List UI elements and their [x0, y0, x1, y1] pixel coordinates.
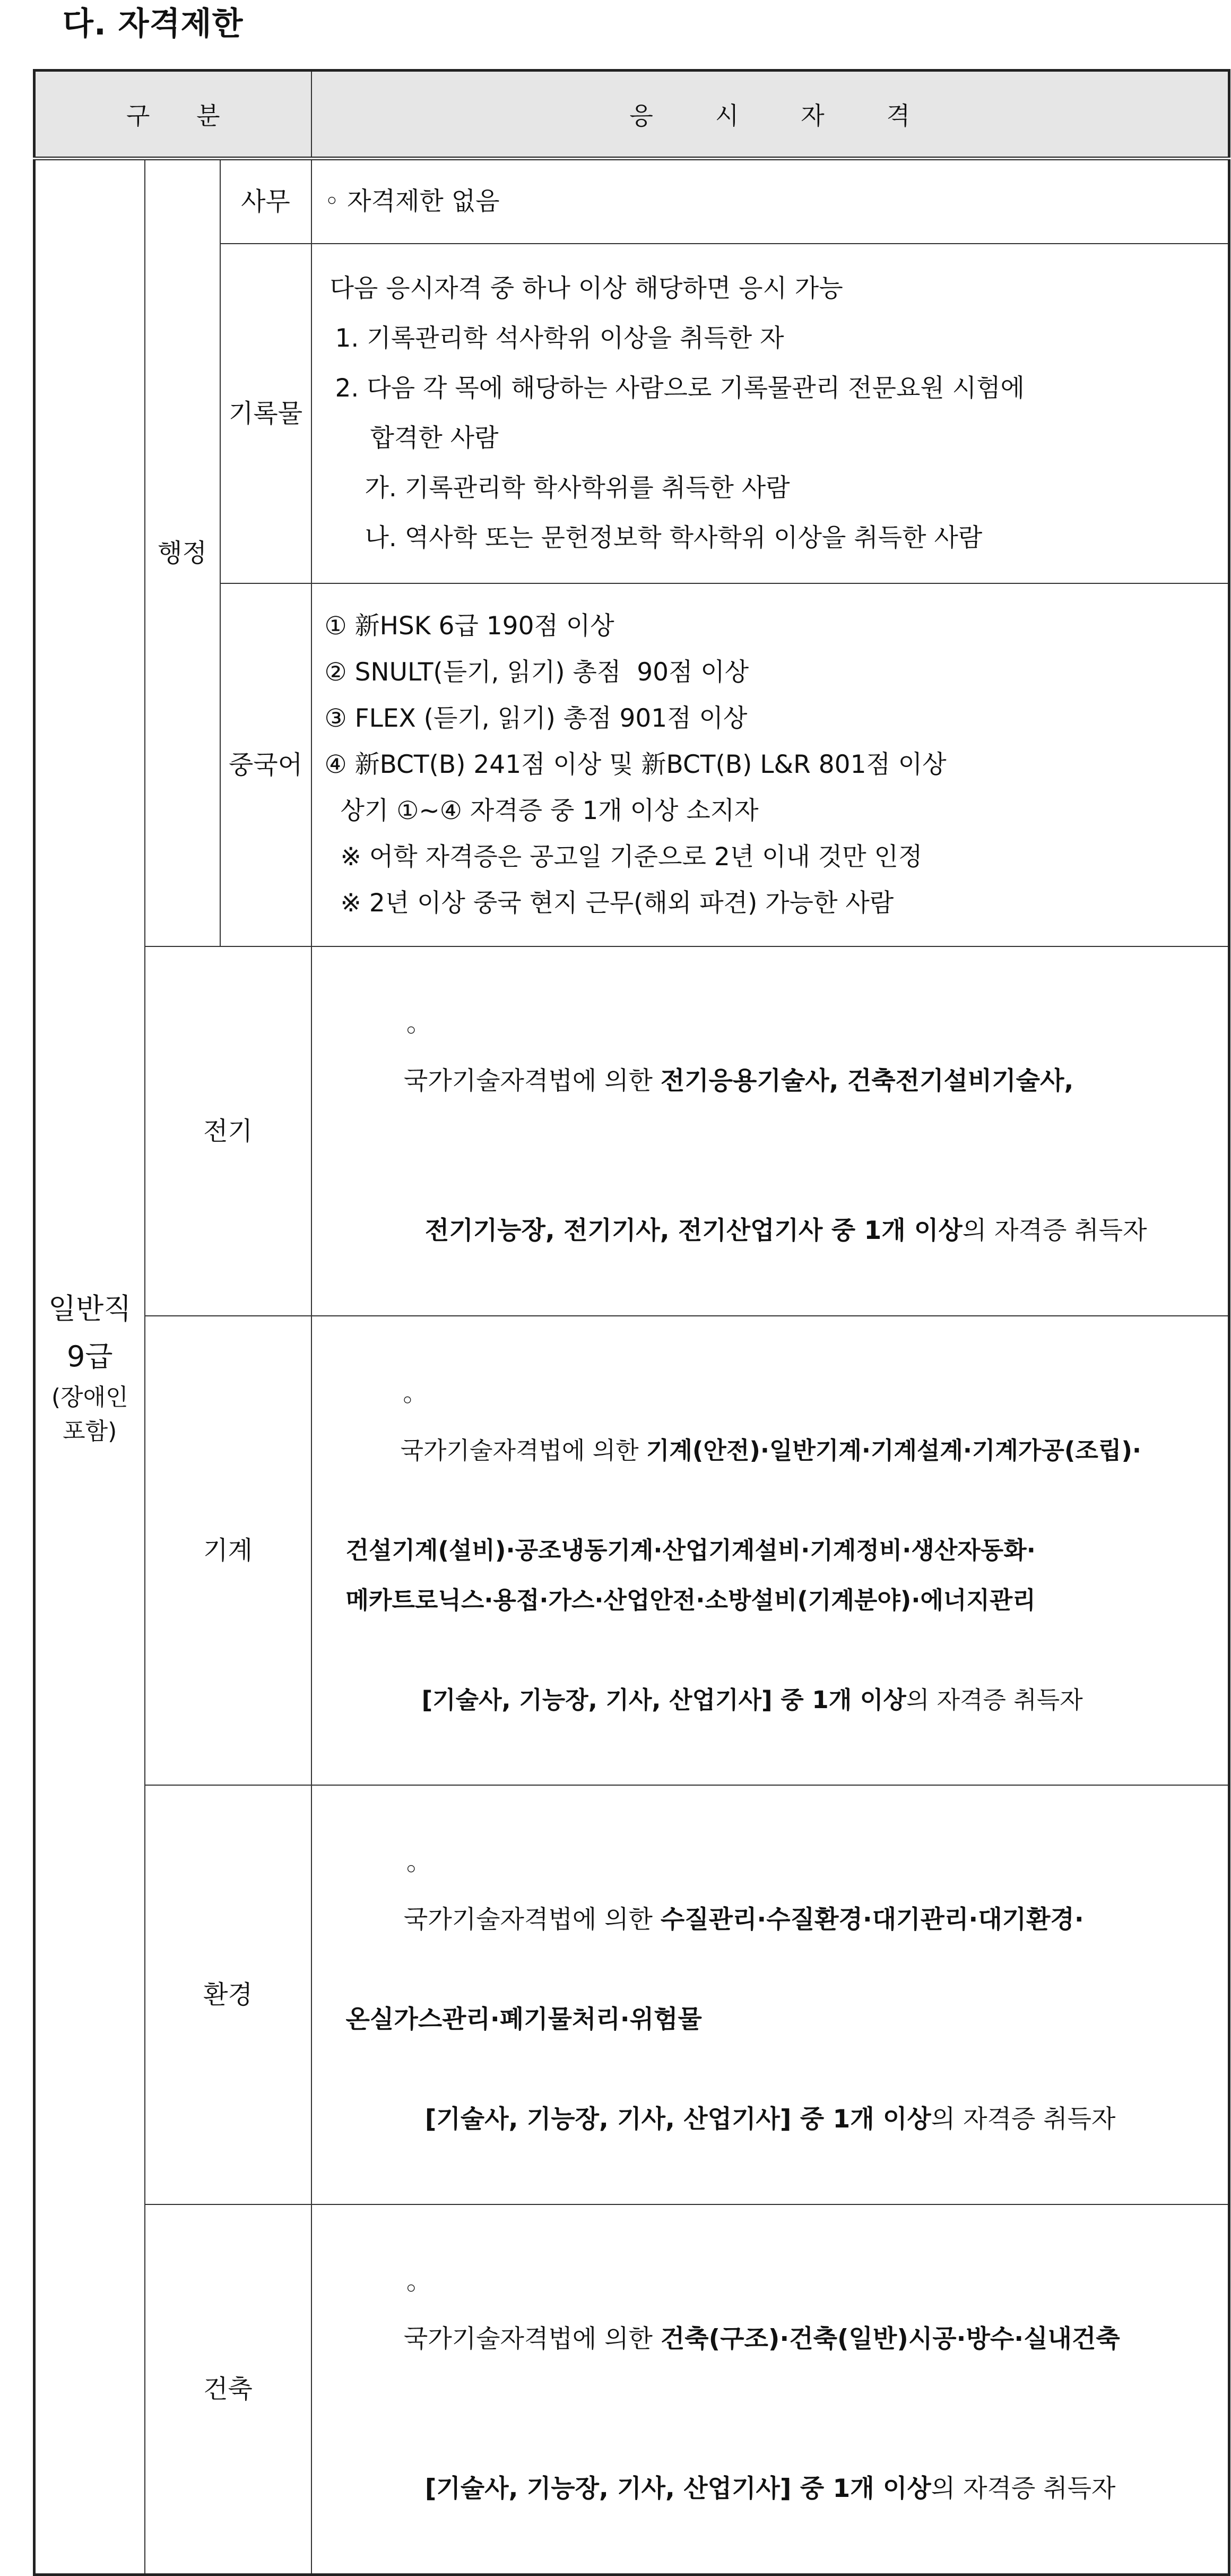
geonchuk-text: 국가기술자격법에 의한	[403, 2324, 661, 2354]
girokmul-qualification	[311, 244, 1229, 583]
gigye-text: 의 자격증 취득자	[906, 1685, 1083, 1714]
girokmul-line: 나. 역사학 또는 문헌정보학 학사학위 이상을 취득한 사람	[365, 523, 983, 553]
category-gigye: 기계	[145, 1316, 311, 1785]
girokmul-line: 가. 기록관리학 학사학위를 취득한 사람	[365, 473, 790, 503]
junggukeo-qualification	[311, 583, 1229, 946]
jeongi-text-bold: 전기기능장, 전기기사, 전기산업기사 중 1개 이상	[424, 1216, 963, 1245]
subcategory-samu: 사무	[220, 159, 311, 244]
group-label-note: (장애인	[51, 1383, 128, 1411]
bullet-icon: ◦	[403, 1016, 419, 1046]
junggukeo-line: ④ 新BCT(B) 241점 이상 및 新BCT(B) L&R 801점 이상	[324, 750, 947, 779]
girokmul-line: 합격한 사람	[370, 423, 499, 453]
hwangyeong-qualification	[311, 1785, 1229, 2204]
jeongi-text: 국가기술자격법에 의한	[403, 1066, 661, 1096]
hwangyeong-text-bold: 수질관리·수질환경·대기관리·대기환경·	[660, 1905, 1084, 1934]
geonchuk-qualification	[311, 2204, 1229, 2575]
hwangyeong-text-bold: [기술사, 기능장, 기사, 산업기사] 중 1개 이상	[424, 2104, 931, 2134]
subcategory-junggukeo: 중국어	[220, 583, 311, 946]
jeongi-text: 의 자격증 취득자	[962, 1216, 1147, 1245]
junggukeo-line: ③ FLEX (듣기, 읽기) 총점 901점 이상	[324, 704, 748, 733]
geonchuk-text-bold: [기술사, 기능장, 기사, 산업기사] 중 1개 이상	[424, 2474, 931, 2503]
group-label-line: 일반직	[48, 1291, 132, 1325]
jeongi-text-bold: 전기응용기술사, 건축전기설비기술사,	[660, 1066, 1074, 1096]
table-header-row	[34, 71, 1229, 159]
group-label-note: 포함)	[63, 1417, 117, 1445]
category-hwangyeong: 환경	[145, 1785, 311, 2204]
gigye-qualification	[311, 1316, 1229, 1785]
bullet-icon: ◦	[400, 1386, 415, 1415]
hwangyeong-text: 의 자격증 취득자	[931, 2104, 1116, 2134]
jeongi-qualification	[311, 946, 1229, 1316]
header-qualification: 응 시 자 격	[311, 71, 1229, 159]
table-row	[34, 2204, 1229, 2575]
qualification-table	[33, 69, 1230, 2576]
section-title: 다. 자격제한	[63, 5, 244, 42]
gigye-text-bold: 건설기계(설비)·공조냉동기계·산업기계설비·기계정비·생산자동화·	[345, 1536, 1036, 1564]
junggukeo-line: ※ 어학 자격증은 공고일 기준으로 2년 이내 것만 인정	[340, 842, 923, 872]
group-label	[34, 159, 145, 2575]
table-row	[34, 1785, 1229, 2204]
girokmul-line: 2. 다음 각 목에 해당하는 사람으로 기록물관리 전문요원 시험에	[335, 373, 1025, 403]
category-geonchuk: 건축	[145, 2204, 311, 2575]
table-row	[34, 1316, 1229, 1785]
samu-text: ◦ 자격제한 없음	[324, 186, 500, 216]
table-row	[34, 159, 1229, 244]
girokmul-line: 다음 응시자격 중 하나 이상 해당하면 응시 가능	[330, 273, 843, 303]
table-row	[34, 946, 1229, 1316]
junggukeo-line: ※ 2년 이상 중국 현지 근무(해외 파견) 가능한 사람	[340, 889, 894, 918]
junggukeo-line: ② SNULT(듣기, 읽기) 총점 90점 이상	[324, 658, 749, 687]
samu-qualification	[311, 159, 1229, 244]
subcategory-girokmul: 기록물	[220, 244, 311, 583]
category-haengjeong: 행정	[145, 159, 220, 946]
gigye-text-bold: 메카트로닉스·용접·가스·산업안전·소방설비(기계분야)·에너지관리	[345, 1586, 1036, 1614]
geonchuk-text-bold: 건축(구조)·건축(일반)시공·방수·실내건축	[660, 2324, 1120, 2354]
gigye-text-bold: [기술사, 기능장, 기사, 산업기사] 중 1개 이상	[421, 1685, 906, 1714]
bullet-icon: ◦	[403, 2274, 419, 2304]
category-jeongi: 전기	[145, 946, 311, 1316]
geonchuk-text: 의 자격증 취득자	[931, 2474, 1116, 2503]
hwangyeong-text-bold: 온실가스관리·폐기물처리·위험물	[345, 2004, 702, 2034]
gigye-text: 국가기술자격법에 의한	[400, 1436, 646, 1464]
junggukeo-line: 상기 ①~④ 자격증 중 1개 이상 소지자	[340, 796, 759, 825]
header-category: 구 분	[34, 71, 311, 159]
gigye-text-bold: 기계(안전)·일반기계·기계설계·기계가공(조립)·	[646, 1436, 1141, 1464]
hwangyeong-text: 국가기술자격법에 의한	[403, 1905, 661, 1934]
bullet-icon: ◦	[403, 1855, 419, 1884]
junggukeo-line: ① 新HSK 6급 190점 이상	[324, 611, 614, 641]
group-label-line: 9급	[66, 1339, 113, 1373]
girokmul-line: 1. 기록관리학 석사학위 이상을 취득한 자	[335, 323, 784, 353]
